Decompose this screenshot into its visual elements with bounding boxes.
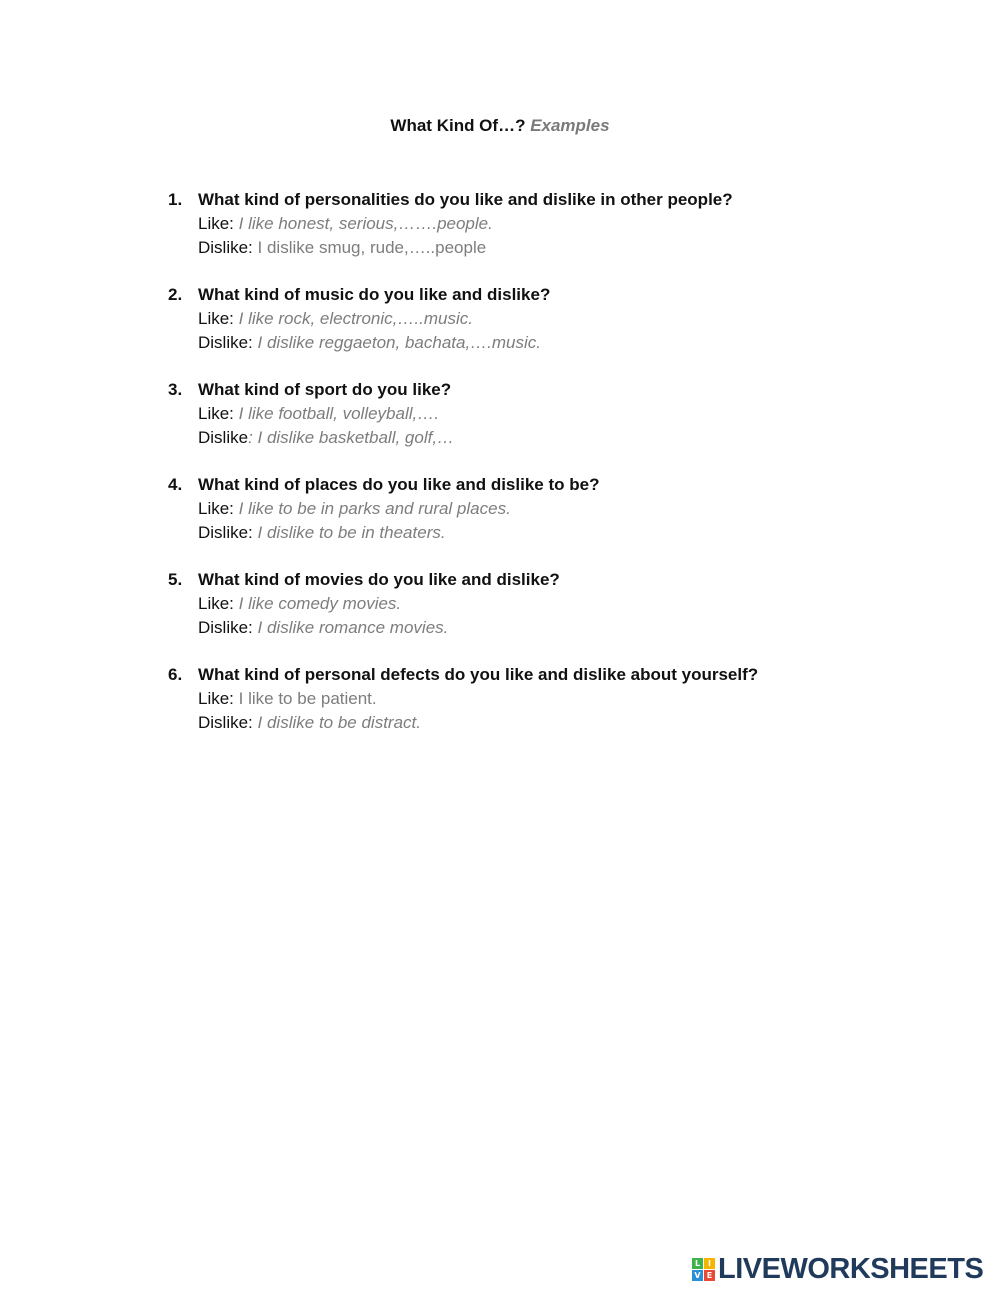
like-line (198, 687, 928, 711)
question-text: What kind of music do you like and dislike? (198, 285, 551, 304)
dislike-answer: I dislike to be distract. (257, 713, 421, 732)
like-label: Like: (198, 689, 234, 708)
dislike-line (198, 426, 928, 450)
question-number: 3. (168, 380, 183, 399)
dislike-label: Dislike: (198, 523, 253, 542)
dislike-answer: I dislike smug, rude,…..people (257, 238, 487, 257)
question-number: 4. (168, 475, 183, 494)
like-line (198, 212, 928, 236)
question-text: What kind of places do you like and dislike to be? (198, 475, 600, 494)
question-item (168, 473, 928, 545)
question-text: What kind of personalities do you like and dislike in other people? (198, 190, 733, 209)
question-number: 6. (168, 665, 183, 684)
like-line (198, 497, 928, 521)
question-number: 5. (168, 570, 183, 589)
like-label: Like: (198, 309, 234, 328)
like-label: Like: (198, 499, 234, 518)
dislike-label: Dislike: (198, 618, 253, 637)
like-answer: I like to be in parks and rural places. (238, 499, 511, 518)
question-text: What kind of personal defects do you like and dislike about yourself? (198, 665, 759, 684)
dislike-label: Dislike (198, 428, 249, 447)
like-answer: I like comedy movies. (238, 594, 402, 613)
question-text: What kind of sport do you like? (198, 380, 452, 399)
dislike-answer: I dislike reggaeton, bachata,….music. (257, 333, 542, 352)
like-line (198, 307, 928, 331)
logo-mark-letter: V (692, 1270, 703, 1281)
dislike-line (198, 236, 928, 260)
dislike-label: Dislike: (198, 238, 253, 257)
logo-mark-letter: I (704, 1258, 715, 1269)
like-line (198, 402, 928, 426)
question-heading (168, 378, 928, 402)
like-label: Like: (198, 404, 234, 423)
like-answer: I like to be patient. (238, 689, 377, 708)
question-heading (168, 473, 928, 497)
dislike-line (198, 711, 928, 735)
question-heading (168, 568, 928, 592)
like-label: Like: (198, 214, 234, 233)
like-answer: I like honest, serious,…….people. (238, 214, 493, 233)
dislike-line (198, 331, 928, 355)
liveworksheets-logo[interactable] (692, 1253, 983, 1285)
logo-text: LIVEWORKSHEETS (718, 1252, 984, 1285)
title-subtitle: Examples (530, 116, 610, 135)
dislike-answer: I dislike to be in theaters. (257, 523, 446, 542)
question-item (168, 188, 928, 260)
question-heading (168, 188, 928, 212)
dislike-line (198, 521, 928, 545)
logo-mark-icon (692, 1258, 715, 1281)
like-answer: I like rock, electronic,…..music. (238, 309, 473, 328)
dislike-answer: I dislike romance movies. (257, 618, 449, 637)
dislike-label: Dislike: (198, 713, 253, 732)
page-title (0, 116, 1000, 136)
question-item (168, 568, 928, 640)
dislike-label: Dislike: (198, 333, 253, 352)
logo-mark-letter: E (704, 1270, 715, 1281)
question-number: 1. (168, 190, 183, 209)
like-answer: I like football, volleyball,…. (238, 404, 439, 423)
question-number: 2. (168, 285, 183, 304)
question-item (168, 378, 928, 450)
question-item (168, 663, 928, 735)
dislike-line (198, 616, 928, 640)
question-list (168, 188, 928, 758)
dislike-answer: : I dislike basketball, golf,… (248, 428, 455, 447)
logo-mark-letter: L (692, 1258, 703, 1269)
question-heading (168, 283, 928, 307)
like-label: Like: (198, 594, 234, 613)
question-heading (168, 663, 928, 687)
question-text: What kind of movies do you like and dislike? (198, 570, 560, 589)
like-line (198, 592, 928, 616)
title-main: What Kind Of…? (390, 116, 526, 135)
question-item (168, 283, 928, 355)
